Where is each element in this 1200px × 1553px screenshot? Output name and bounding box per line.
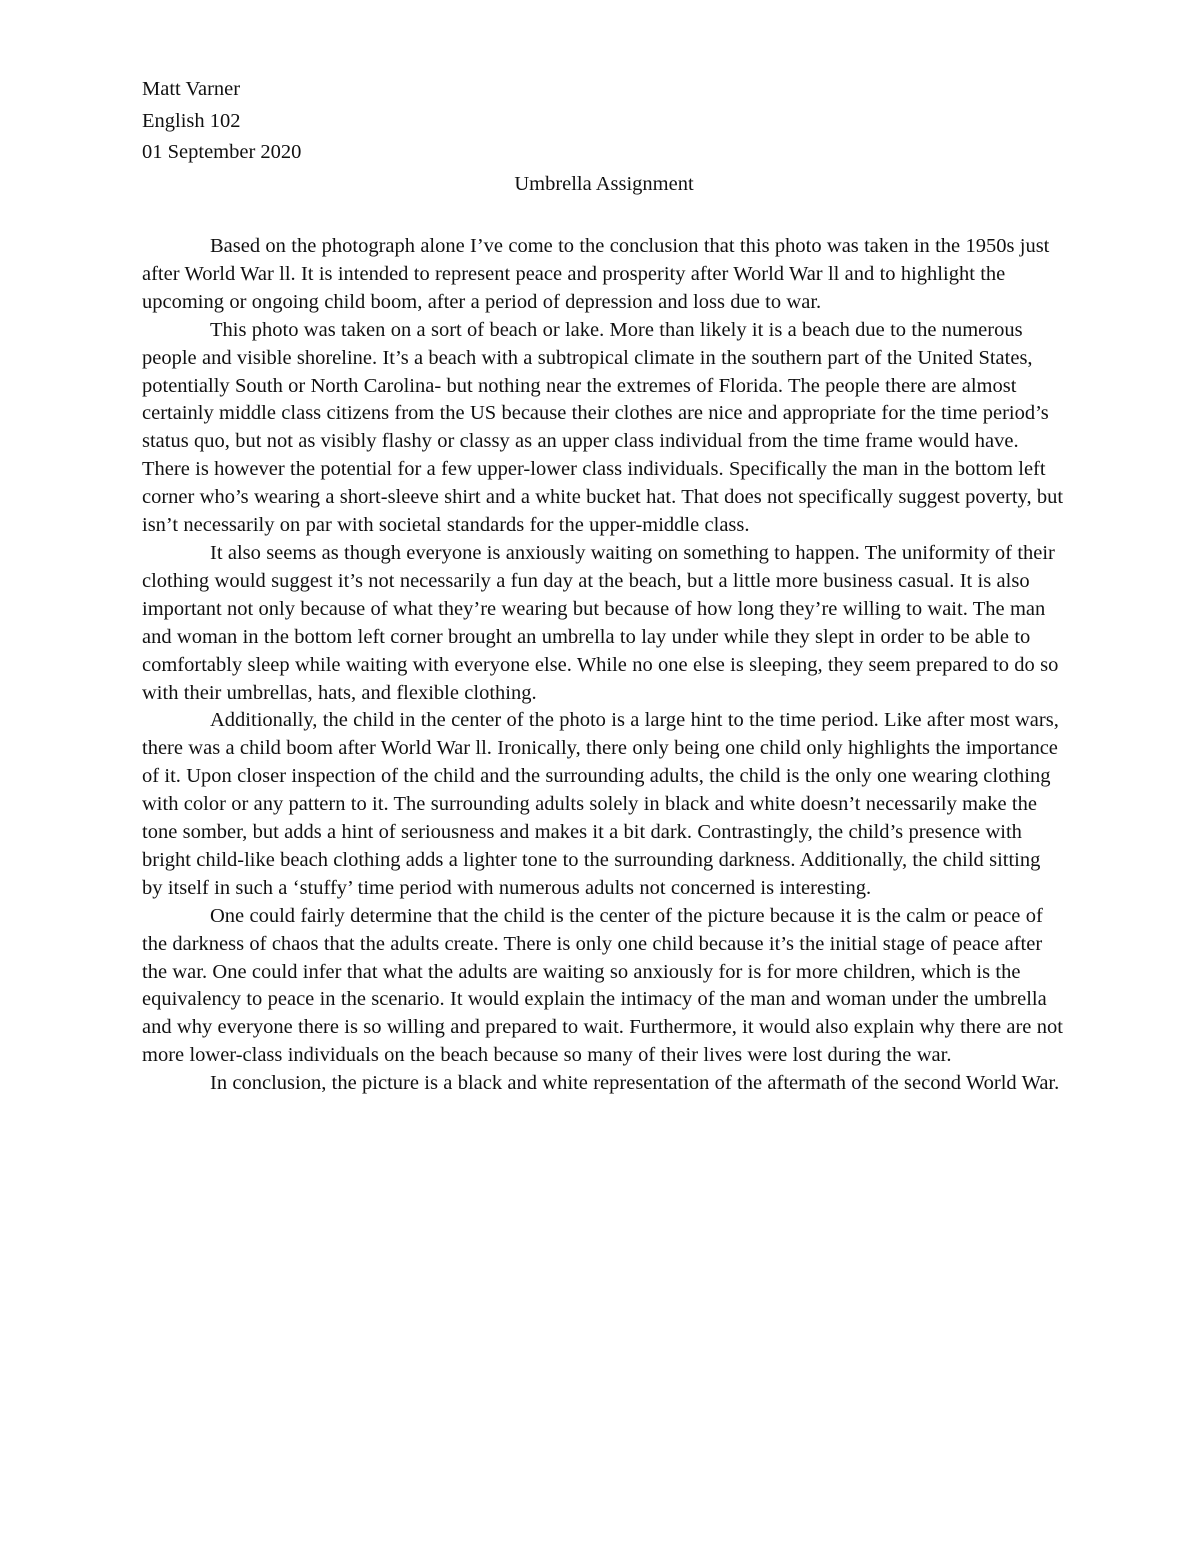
title-spacer (142, 200, 1066, 233)
essay-title: Umbrella Assignment (514, 172, 694, 195)
essay-date: 01 September 2020 (142, 141, 302, 163)
paragraph-child: Additionally, the child in the center of the photo is a large hint to the time period. Like after most wars, there was a child boom after World War ll. Ironically, there only being one child only highlights the importance of it. Upon closer inspection of the child and the surrounding adults, the child is the only one wearing clothing with color or any pattern to it. The surrounding adults solely in black and white doesn’t necessarily make the tone somber, but adds a hint of seriousness and makes it a bit dark. Contrastingly, the child’s presence with bright child-like beach clothing adds a lighter tone to the surrounding darkness. Additionally, the child sitting by itself in such a ‘stuffy’ time period with numerous adults not concerned is interesting. (142, 709, 1059, 899)
paragraph-setting: This photo was taken on a sort of beach or lake. More than likely it is a beach due to the numerous people and visible shoreline. It’s a beach with a subtropical climate in the southern part of the United States, potentially South or North Carolina- but nothing near the extremes of Florida. The people there are almost certainly middle class citizens from the US because their clothes are nice and appropriate for the time period’s status quo, but not as visibly flashy or classy as an upper class individual from the time frame would have. There is however the potential for a few upper-lower class individuals. Specifically the man in the bottom left corner who’s wearing a short-sleeve shirt and a white bucket hat. That does not specifically suggest poverty, but isn’t necessarily on par with societal standards for the upper-middle class. (142, 318, 1064, 537)
paragraph-introduction: Based on the photograph alone I’ve come to the conclusion that this photo was taken in the 1950s just after World War ll. It is intended to represent peace and prosperity after World War ll and to highlight the upcoming or ongoing child boom, after a period of depression and loss due to war. (142, 235, 1050, 313)
essay-body (142, 74, 1066, 1098)
course-name: English 102 (142, 109, 241, 132)
author-name: Matt Varner (142, 78, 241, 100)
paragraph-conclusion: In conclusion, the picture is a black and white representation of the aftermath of the second World War. (210, 1072, 1060, 1095)
paragraph-waiting: It also seems as though everyone is anxiously waiting on something to happen. The uniformity of their clothing would suggest it’s not necessarily a fun day at the beach, but a little more business casual. It is also important not only because of what they’re wearing but because of how long they’re willing to wait. The man and woman in the bottom left corner brought an umbrella to lay under while they slept in order to be able to comfortably sleep while waiting with everyone else. While no one else is sleeping, they seem prepared to do so with their umbrellas, hats, and flexible clothing. (142, 541, 1059, 704)
paragraph-center: One could fairly determine that the child is the center of the picture because it is the calm or peace of the darkness of chaos that the adults create. There is only one child because it’s the initial stage of peace after the war. One could infer that what the adults are waiting so anxiously for is for more children, which is the equivalency to peace in the scenario. It would explain the intimacy of the man and woman under the umbrella and why everyone there is so willing and prepared to wait. Furthermore, it would also explain why there are not more lower-class individuals on the beach because so many of their lives were lost during the war. (142, 904, 1063, 1067)
